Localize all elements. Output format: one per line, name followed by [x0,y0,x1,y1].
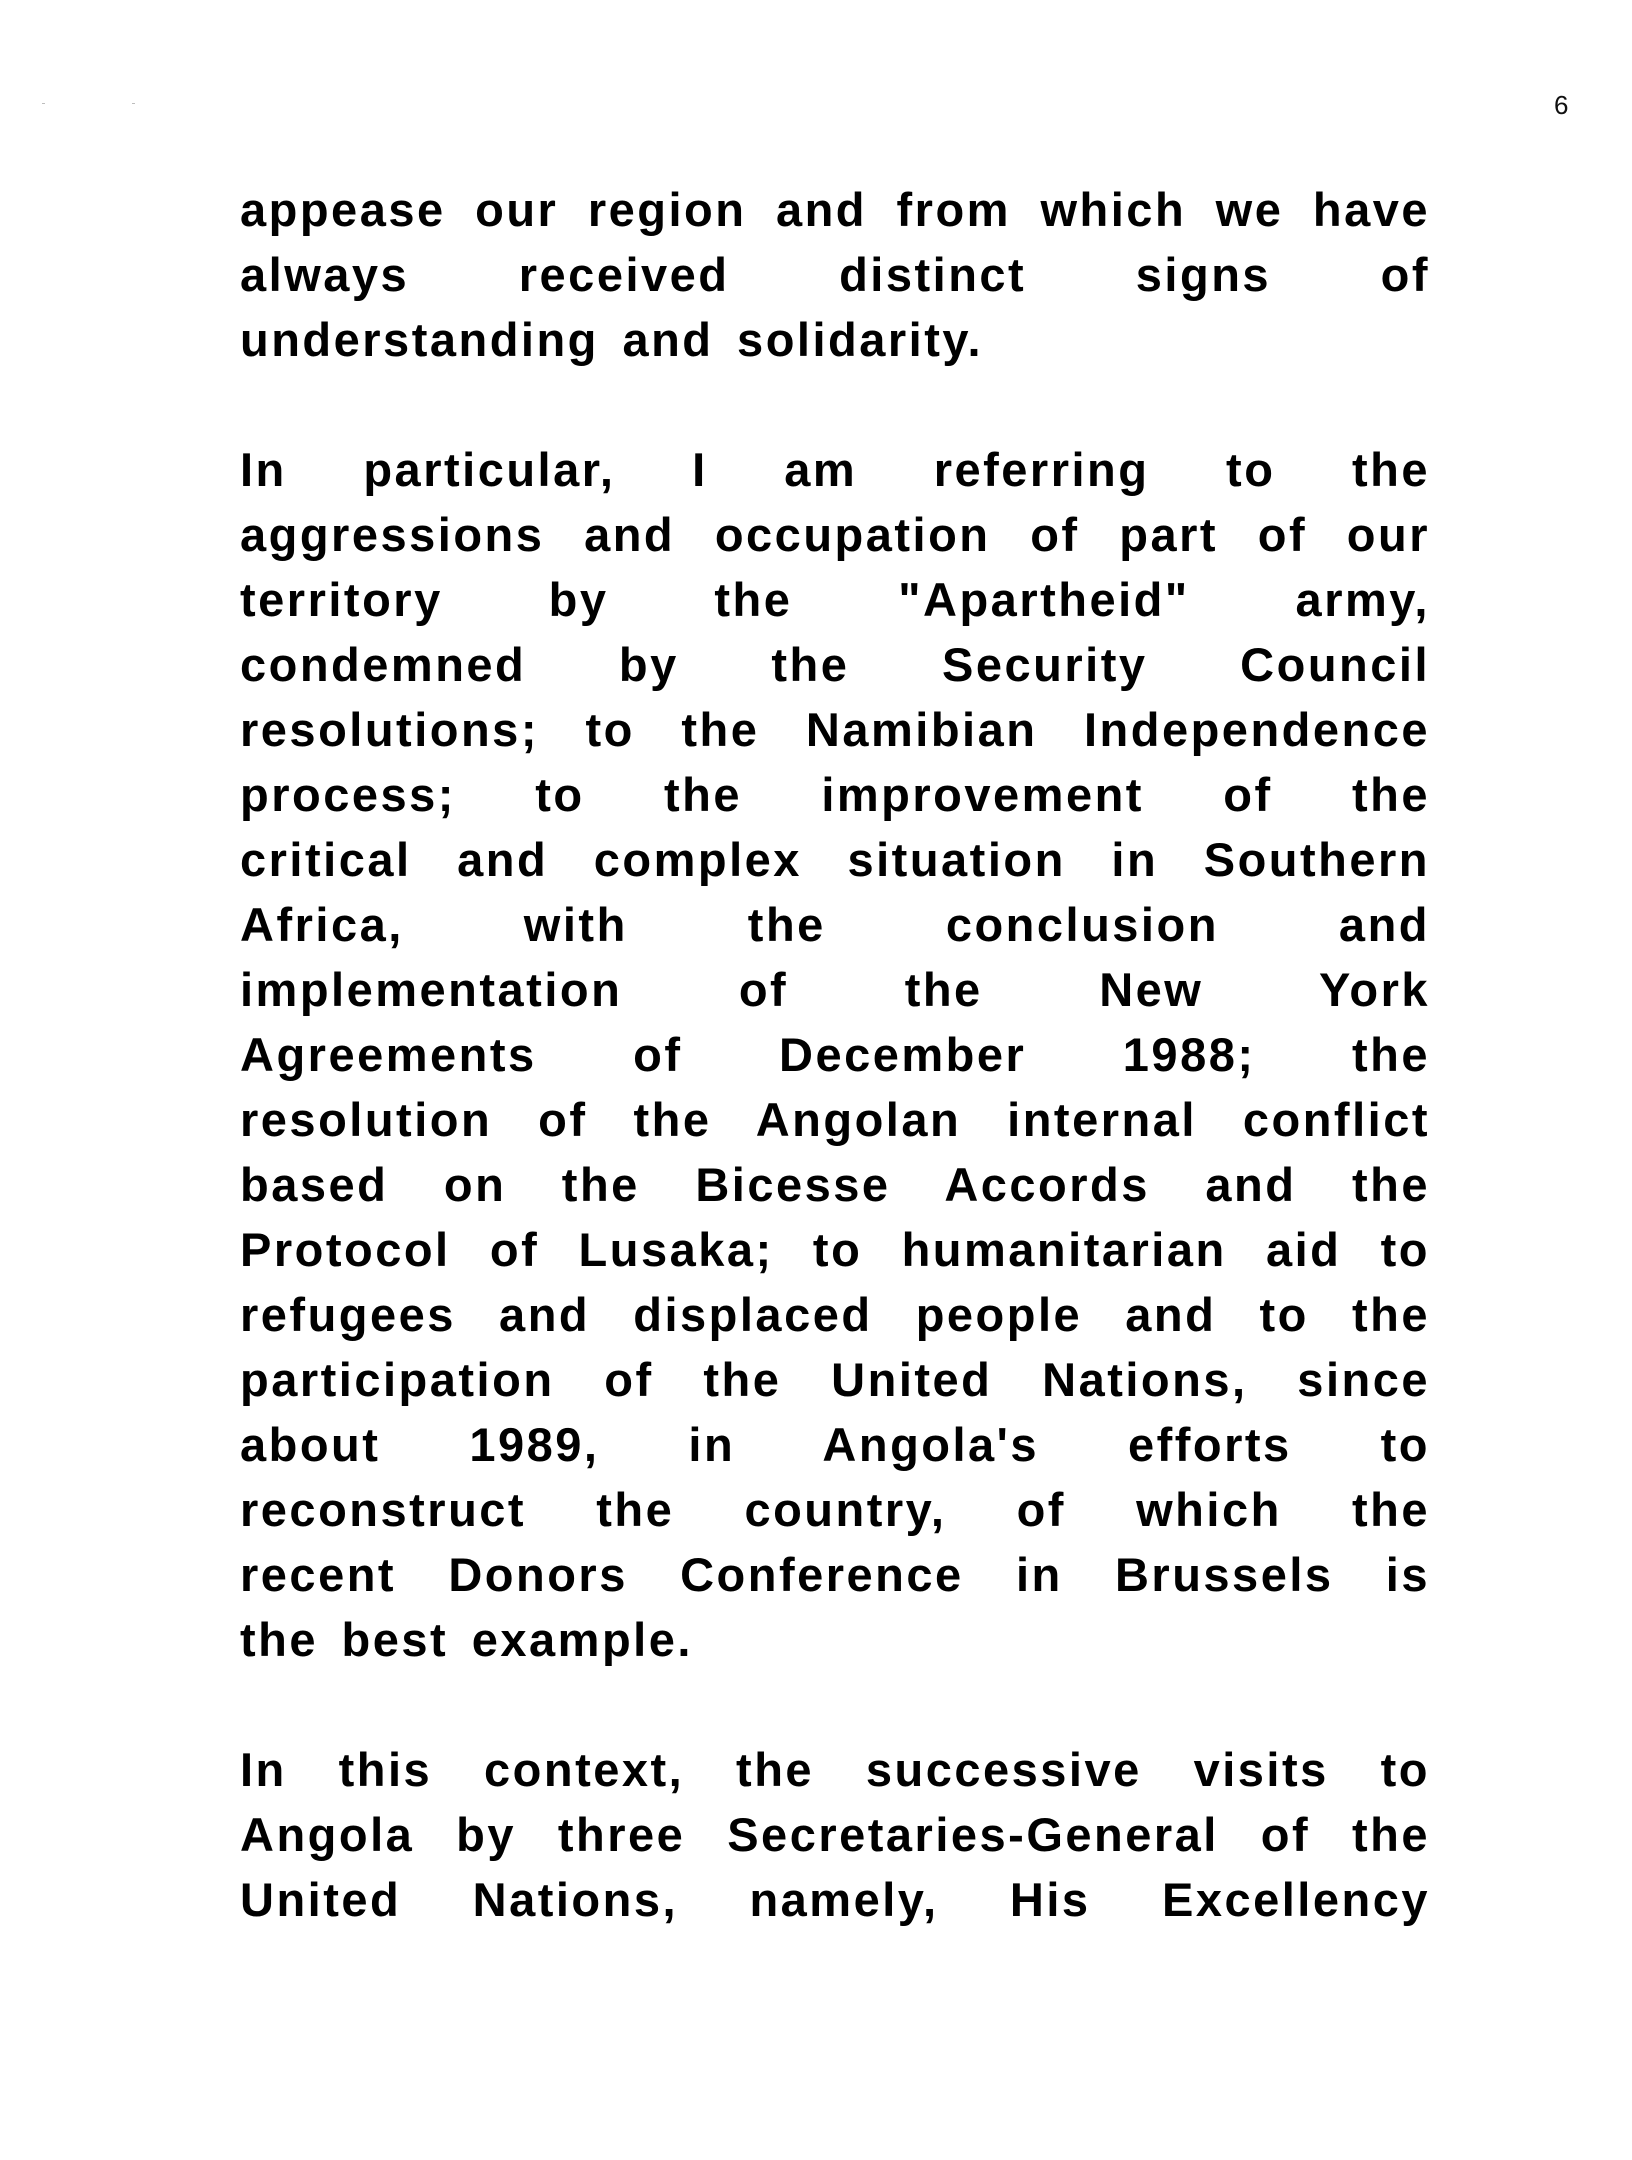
text-line: aggressions and occupation of part of our [240,508,1430,561]
text-line: process; to the improvement of the [240,768,1430,821]
text-line: In particular, I am referring to the [240,443,1430,496]
text-line: participation of the United Nations, since [240,1353,1430,1406]
text-line: recent Donors Conference in Brussels is [240,1548,1430,1601]
text-line: condemned by the Security Council [240,638,1430,691]
text-line: Agreements of December 1988; the [240,1028,1430,1081]
text-line: understanding and solidarity. [240,313,984,366]
text-line: based on the Bicesse Accords and the [240,1158,1430,1211]
text-line: always received distinct signs of [240,248,1430,301]
text-line: reconstruct the country, of which the [240,1483,1430,1536]
text-line: resolutions; to the Namibian Independence [240,703,1430,756]
text-line: about 1989, in Angola's efforts to [240,1418,1430,1471]
text-line: United Nations, namely, His Excellency [240,1873,1430,1926]
page-number: 6 [1554,90,1569,120]
scan-speck [132,103,135,104]
text-line: Angola by three Secretaries-General of the [240,1808,1430,1861]
text-line: refugees and displaced people and to the [240,1288,1430,1341]
body-text [240,177,1430,1997]
text-line: critical and complex situation in Southern [240,833,1430,886]
text-line: territory by the "Apartheid" army, [240,573,1430,626]
text-line: In this context, the successive visits to [240,1743,1430,1796]
text-line: the best example. [240,1613,693,1666]
text-line: implementation of the New York [240,963,1430,1016]
text-line: resolution of the Angolan internal conflict [240,1093,1430,1146]
paragraph-3 [240,1737,1430,1932]
scan-speck [42,103,45,104]
paragraph-1 [240,177,1430,372]
paragraph-2 [240,437,1430,1672]
text-line: appease our region and from which we have [240,183,1430,236]
text-line: Protocol of Lusaka; to humanitarian aid to [240,1223,1430,1276]
text-line: Africa, with the conclusion and [240,898,1430,951]
